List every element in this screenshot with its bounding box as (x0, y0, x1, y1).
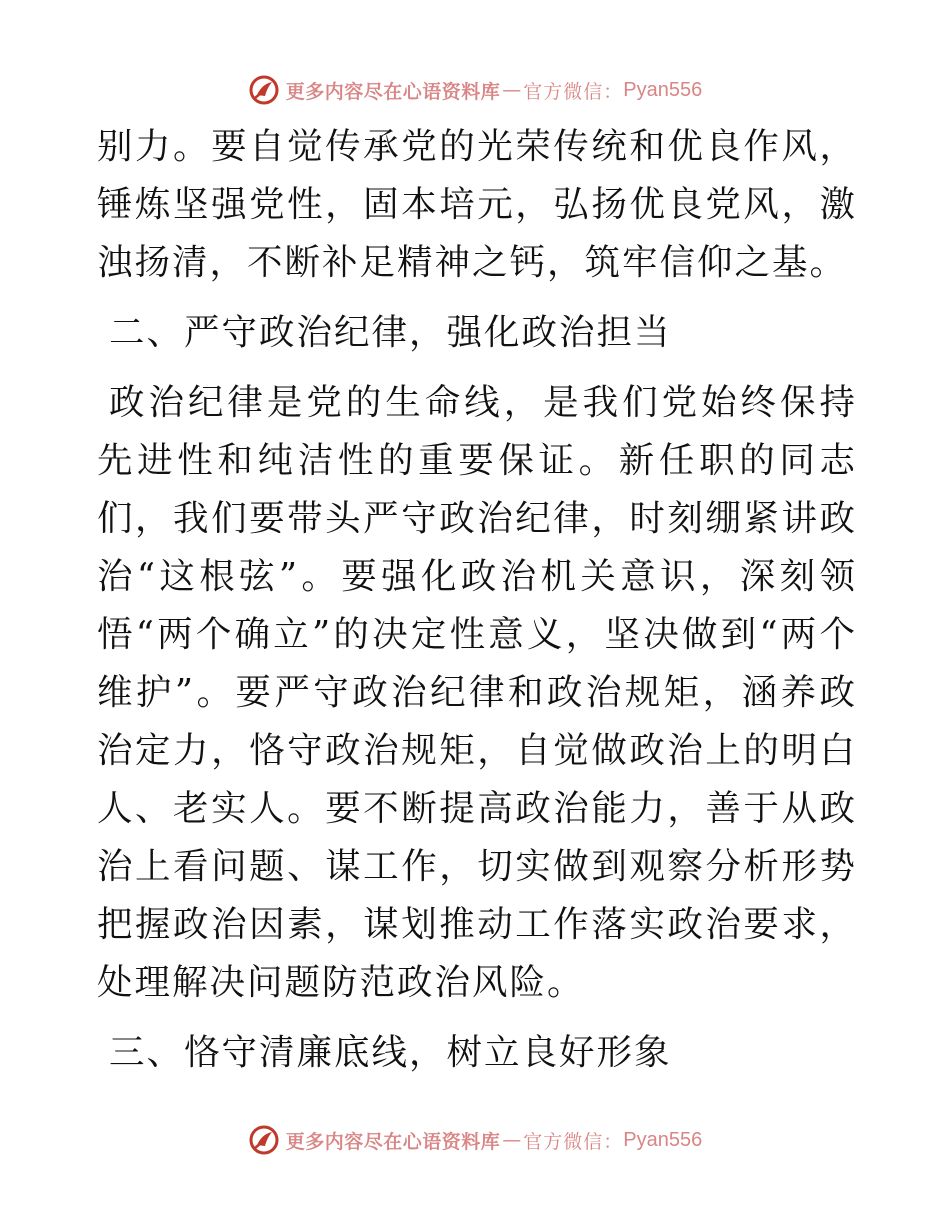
section-heading: 三、恪守清廉底线，树立良好形象 (109, 1032, 672, 1073)
watermark-separator: — (502, 79, 522, 101)
watermark-separator: — (502, 1129, 522, 1151)
document-body (97, 118, 857, 1082)
body-paragraph: 别力。要自觉传承党的光荣传统和优良作风，锤炼坚强党性，固本培元，弘扬优良党风，激浊扬清，不断补足精神之钙，筑牢信仰之基。 (97, 126, 857, 283)
watermark-site-text: 更多内容尽在心语资料库 (285, 80, 501, 103)
watermark-contact-id: Pyan556 (623, 78, 703, 101)
footer-watermark (0, 1120, 950, 1160)
body-paragraph: 政治纪律是党的生命线，是我们党始终保持先进性和纯洁性的重要保证。新任职的同志们，我们要带头严守政治纪律，时刻绷紧讲政治“这根弦”。要强化政治机关意识，深刻领悟“两个确立”的决定性意义，坚决做到“两个维护”。要严守政治纪律和政治规矩，涵养政治定力，恪守政治规矩，自觉做政治上的明白人、老实人。要不断提高政治能力，善于从政治上看问题、谋工作，切实做到观察分析形势把握政治因素，谋划推动工作落实政治要求，处理解决问题防范政治风险。 (97, 382, 857, 1003)
ink-brush-logo-icon (248, 74, 280, 106)
header-watermark (0, 70, 950, 110)
section-heading: 二、严守政治纪律，强化政治担当 (109, 312, 672, 353)
watermark-contact-id: Pyan556 (623, 1128, 703, 1151)
watermark-contact-label: 官方微信： (523, 1130, 624, 1153)
ink-brush-logo-icon (248, 1124, 280, 1156)
watermark-site-text: 更多内容尽在心语资料库 (285, 1130, 501, 1153)
watermark-contact-label: 官方微信： (523, 80, 624, 103)
